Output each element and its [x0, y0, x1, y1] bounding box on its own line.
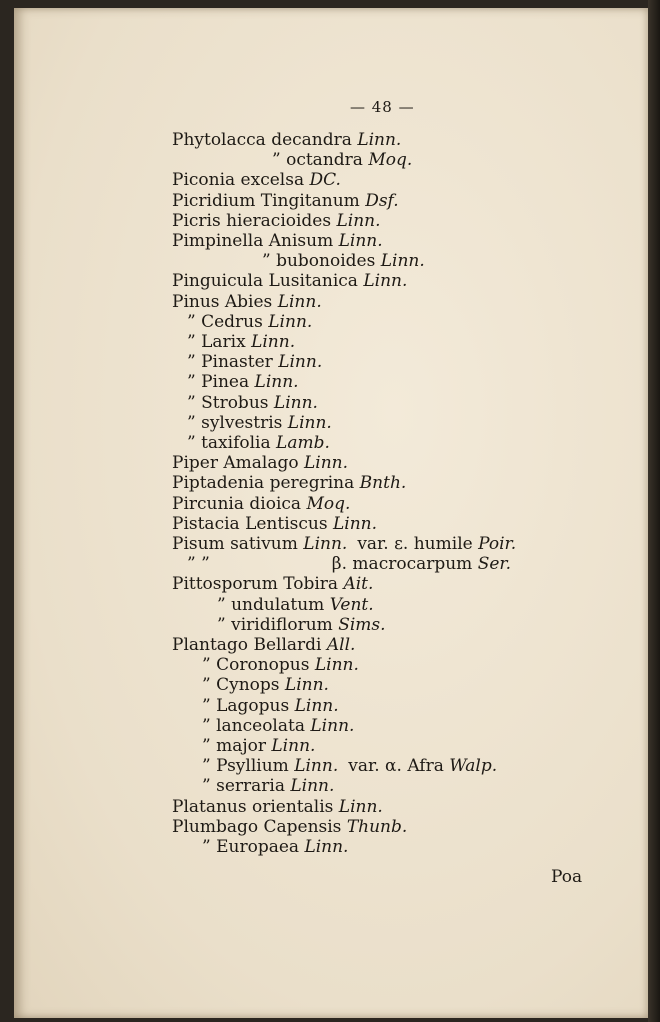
species-author: Linn. — [251, 332, 296, 352]
species-author: Linn. — [254, 372, 299, 393]
variety-author: Poir. — [478, 534, 517, 554]
species-entry — [187, 372, 299, 392]
species-name: Pittosporum Tobira — [172, 574, 339, 595]
species-entry — [172, 473, 406, 493]
species-entry — [217, 595, 374, 615]
species-name: Plumbago Capensis — [172, 816, 342, 837]
species-name: Piconia excelsa — [172, 170, 305, 191]
species-entry — [172, 130, 401, 150]
species-entry — [202, 776, 334, 796]
species-name: Pimpinella Anisum — [172, 231, 334, 251]
species-author: Bnth. — [359, 473, 407, 494]
species-author: Linn. — [338, 796, 383, 817]
species-entry — [217, 615, 386, 635]
species-author: Linn. — [290, 776, 335, 797]
species-author: Linn. — [303, 534, 348, 554]
species-entry — [187, 312, 312, 332]
species-entry — [172, 494, 350, 514]
species-author: Ait. — [343, 574, 374, 595]
species-author: Linn. — [314, 655, 359, 676]
species-author: Linn. — [294, 695, 339, 716]
species-name: Phytolacca decandra — [172, 130, 352, 150]
species-entry — [172, 534, 516, 554]
variety-text: var. ε. humile — [357, 534, 473, 554]
species-author: DC. — [309, 170, 341, 191]
species-name: ” octandra — [272, 150, 363, 171]
species-entry — [202, 675, 329, 695]
species-entry — [172, 292, 322, 312]
species-name: ” Europaea — [202, 837, 300, 857]
variety-author: Walp. — [449, 756, 498, 777]
species-author: Linn. — [277, 291, 322, 312]
page-edge — [648, 0, 660, 1022]
species-entry — [187, 554, 511, 574]
species-entry — [187, 393, 318, 413]
species-author: Linn. — [363, 271, 408, 292]
species-author: Lamb. — [276, 433, 330, 453]
species-entry — [202, 837, 348, 857]
species-name: ” ” — [187, 554, 210, 575]
species-author: Linn. — [380, 251, 425, 272]
variety-author: Ser. — [477, 554, 512, 575]
species-name: ” lanceolata — [202, 715, 305, 736]
species-name: ” viridiflorum — [217, 614, 333, 635]
species-name: Pinguicula Lusitanica — [172, 271, 358, 292]
species-name: ” Cynops — [202, 675, 280, 696]
species-author: Linn. — [273, 392, 318, 413]
species-entry — [202, 736, 315, 756]
species-author: Linn. — [268, 311, 313, 332]
species-author: Moq. — [306, 493, 351, 514]
species-name: ” Larix — [187, 332, 246, 352]
species-entry — [202, 655, 359, 675]
species-entry — [172, 453, 348, 473]
species-name: ” Psyllium — [202, 756, 289, 777]
species-name: Pistacia Lentiscus — [172, 513, 328, 534]
species-name: Piper Amalago — [172, 453, 299, 474]
species-name: ” serraria — [202, 776, 285, 797]
species-entry — [202, 716, 354, 736]
species-entry — [172, 514, 377, 534]
species-name: ” Coronopus — [202, 655, 310, 676]
species-name: Platanus orientalis — [172, 796, 334, 817]
species-name: ” undulatum — [217, 594, 325, 615]
species-author: Linn. — [310, 715, 355, 736]
species-name: Pircunia dioica — [172, 493, 302, 514]
species-author: Linn. — [278, 352, 323, 373]
species-name: ” bubonoides — [262, 251, 376, 272]
variety-text: β. macrocarpum — [331, 554, 473, 575]
species-name: ” taxifolia — [187, 433, 271, 453]
species-name: Picris hieracioides — [172, 210, 332, 231]
species-entry — [172, 271, 407, 291]
species-name: ” Pinea — [187, 372, 250, 393]
species-author: Moq. — [368, 150, 413, 171]
species-author: Vent. — [329, 594, 374, 615]
species-author: Linn. — [338, 231, 383, 251]
species-name: ” Pinaster — [187, 352, 273, 373]
species-entry — [187, 433, 330, 453]
species-entry — [262, 251, 425, 271]
species-entry — [172, 170, 341, 190]
species-author: Dsf. — [365, 190, 399, 211]
species-entry — [172, 574, 373, 594]
catchword: Poa — [551, 867, 583, 887]
species-author: Linn. — [332, 513, 377, 534]
species-author: Sims. — [338, 614, 386, 635]
species-entry — [172, 817, 407, 837]
species-name: ” major — [202, 736, 266, 756]
species-author: Linn. — [271, 736, 316, 756]
species-entry — [172, 231, 383, 251]
species-author: All. — [326, 635, 356, 655]
species-entry — [172, 635, 355, 655]
species-entry — [172, 211, 381, 231]
species-author: Linn. — [287, 412, 332, 433]
species-entry — [272, 150, 412, 170]
page-number: — 48 — — [350, 98, 415, 116]
species-entry — [187, 413, 332, 433]
species-entry — [202, 756, 497, 776]
species-author: Linn. — [303, 453, 349, 474]
species-name: ” Lagopus — [202, 695, 290, 716]
species-entry — [187, 332, 295, 352]
species-name: ” Strobus — [187, 392, 269, 413]
variety-text: var. α. Afra — [348, 756, 444, 777]
species-author: Linn. — [294, 756, 339, 777]
species-name: ” Cedrus — [187, 311, 263, 332]
species-author: Thunb. — [346, 816, 408, 837]
species-name: Pisum sativum — [172, 534, 298, 554]
species-author: Linn. — [336, 210, 381, 231]
species-name: Picridium Tingitanum — [172, 190, 360, 211]
species-entry — [187, 352, 322, 372]
species-entry — [172, 191, 399, 211]
species-name: Piptadenia peregrina — [172, 473, 355, 494]
species-name: Pinus Abies — [172, 291, 273, 312]
species-entry — [172, 797, 383, 817]
species-name: ” sylvestris — [187, 412, 283, 433]
species-author: Linn. — [304, 837, 349, 857]
species-name: Plantago Bellardi — [172, 635, 322, 655]
species-author: Linn. — [284, 675, 329, 696]
species-entry — [202, 696, 339, 716]
species-author: Linn. — [357, 130, 402, 150]
